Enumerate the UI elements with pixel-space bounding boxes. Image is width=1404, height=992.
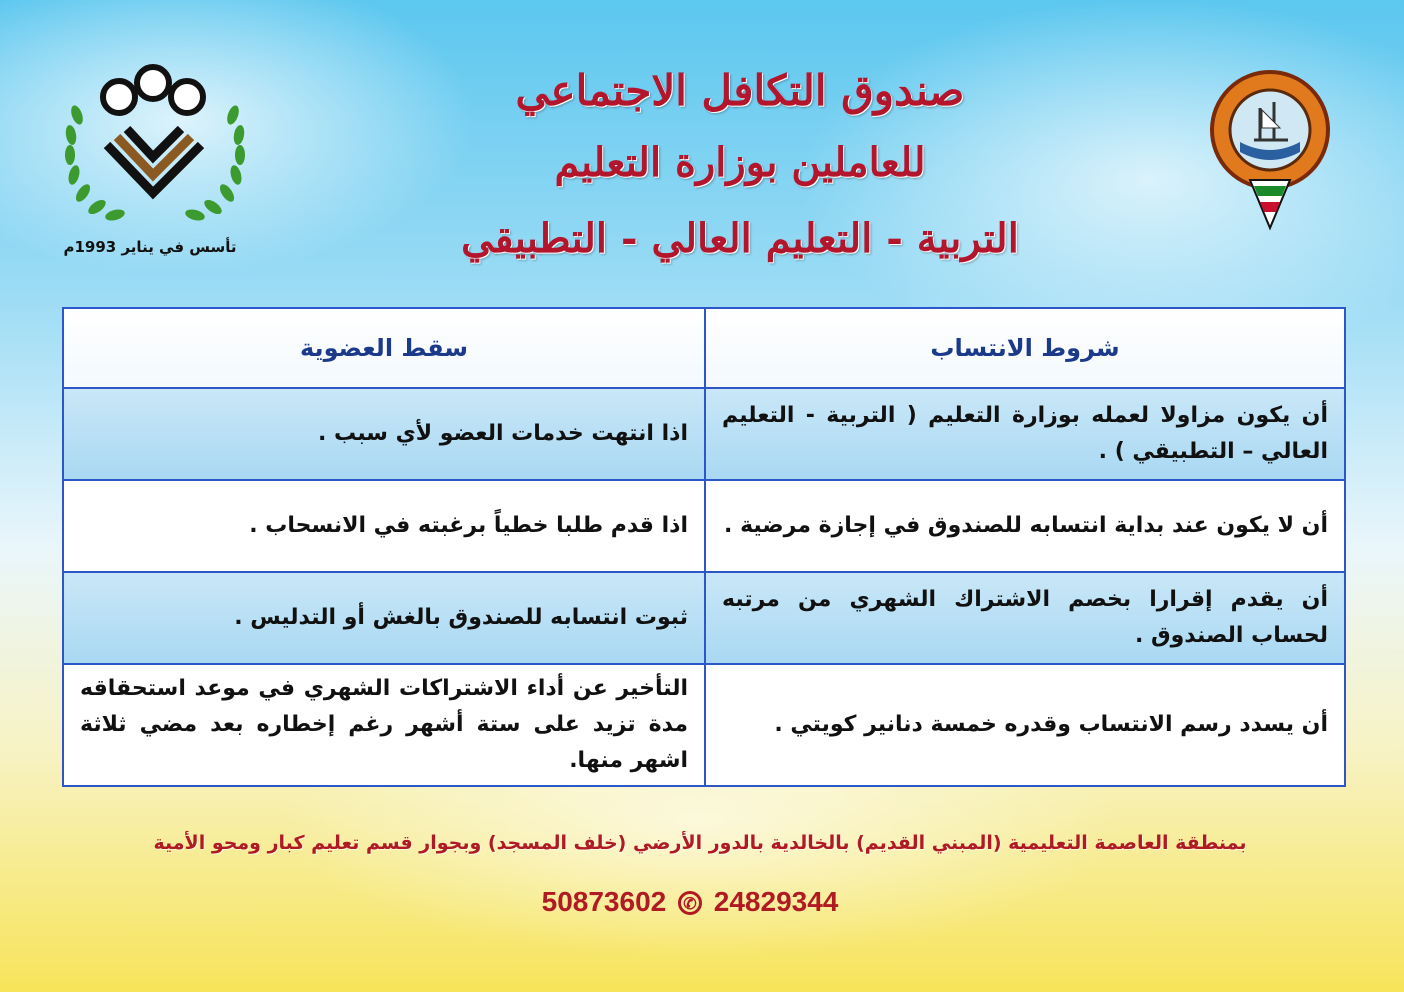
- header-membership-termination: سقط العضوية: [63, 308, 705, 388]
- title-line-2: للعاملين بوزارة التعليم: [554, 139, 926, 186]
- phone-icon: ✆: [678, 891, 702, 915]
- condition-cell: أن يكون مزاولا لعمله بوزارة التعليم ( التربية - التعليم العالي – التطبيقي ) .: [705, 388, 1345, 480]
- address-text: بمنطقة العاصمة التعليمية (المبني القديم) بالخالدية بالدور الأرضي (خلف المسجد) وبجوار قسم تعليم كبار ومحو الأمية: [153, 832, 1247, 854]
- table-row: [63, 480, 1345, 572]
- condition-cell: أن يقدم إقرارا بخصم الاشتراك الشهري من مرتبه لحساب الصندوق .: [705, 572, 1345, 664]
- table-row: [63, 664, 1345, 786]
- termination-cell: اذا انتهت خدمات العضو لأي سبب .: [63, 388, 705, 480]
- condition-cell: أن يسدد رسم الانتساب وقدره خمسة دنانير كويتي .: [705, 664, 1345, 786]
- title-line-3: التربية - التعليم العالي - التطبيقي: [461, 215, 1019, 262]
- condition-cell: أن لا يكون عند بداية انتسابه للصندوق في إجازة مرضية .: [705, 480, 1345, 572]
- phone-number-2[interactable]: 24829344: [713, 886, 839, 917]
- header-membership-conditions: شروط الانتساب: [705, 308, 1345, 388]
- termination-cell: اذا قدم طلبا خطياً برغبته في الانسحاب .: [63, 480, 705, 572]
- termination-cell: التأخير عن أداء الاشتراكات الشهري في موعد استحقاقه مدة تزيد على ستة أشهر رغم إخطاره بعد مضي ثلاثة اشهر منها.: [63, 664, 705, 786]
- membership-table: [62, 307, 1346, 787]
- founded-text: تأسس في يناير 1993م: [63, 238, 237, 256]
- phone-number-1[interactable]: 50873602: [541, 886, 667, 917]
- title-line-1: صندوق التكافل الاجتماعي: [515, 66, 965, 115]
- fund-logo-icon: [55, 55, 255, 265]
- table-row: [63, 388, 1345, 480]
- phone-numbers: [480, 886, 900, 918]
- termination-cell: ثبوت انتسابه للصندوق بالغش أو التدليس .: [63, 572, 705, 664]
- ministry-emblem-icon: [1196, 68, 1346, 233]
- table-row: [63, 572, 1345, 664]
- header: [420, 55, 1060, 279]
